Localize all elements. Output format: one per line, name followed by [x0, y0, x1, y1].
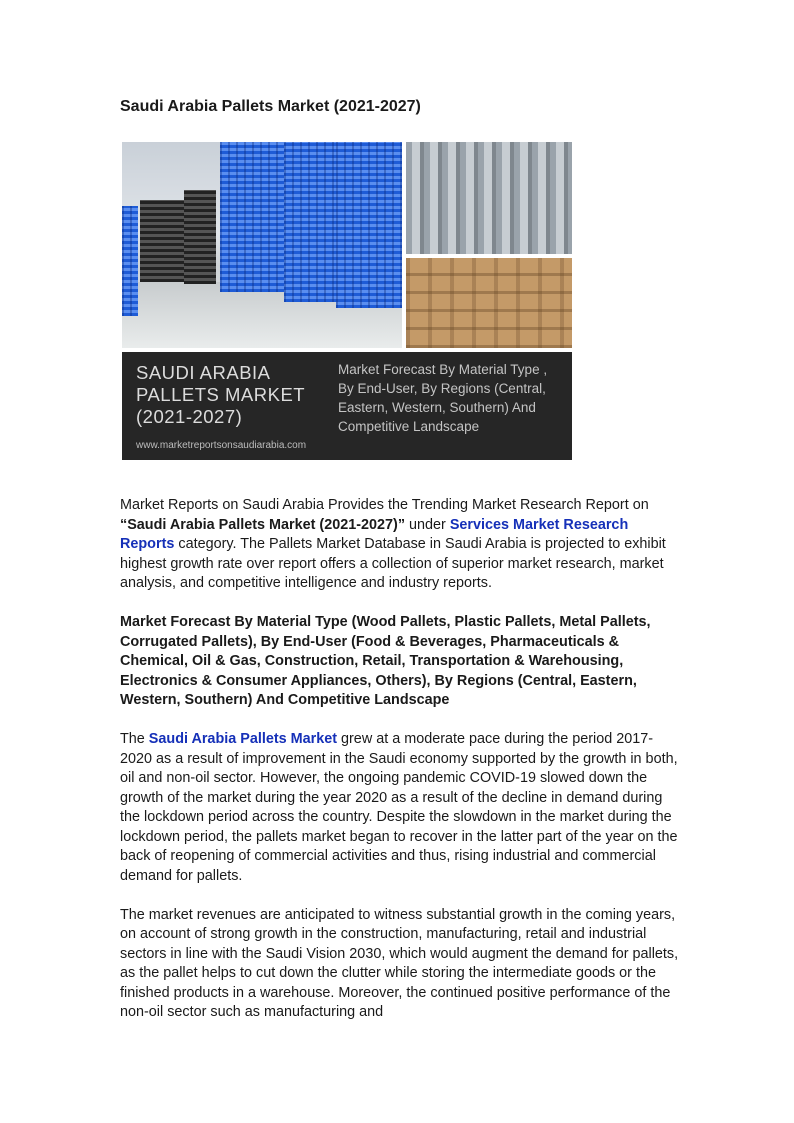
banner-heading-line: (2021-2027): [136, 406, 243, 427]
metal-pallets-photo: [406, 142, 572, 254]
warehouse-pallets-photo: [122, 142, 402, 348]
report-banner-image: [122, 142, 572, 460]
blue-pallet-stack: [122, 206, 138, 316]
corrugated-pallets-photo: [406, 258, 572, 348]
forecast-heading: Market Forecast By Material Type (Wood Pallets, Plastic Pallets, Metal Pallets, Corrugated Pallets), By End-User (Food & Beverages, Pharmaceuticals & Chemical, Oil & Gas, Construction, Retail, Transportation & Warehousing, Electronics & Consumer Appliances, Others), By Regions (Central, Eastern, Western, Southern) And Competitive Landscape: [120, 614, 651, 708]
market-growth-paragraph: The Saudi Arabia Pallets Market grew at a moderate pace during the period 2017-2020 as a result of improvement in the Saudi economy supported by the growth in both, oil and non-oil sector. However, the ongoing pandemic COVID-19 slowed down the growth of the market during the year 2020 as a result of the decline in demand during the lockdown period across the country. Despite the slowdown in the market during the lockdown period, the pallets market began to recover in the latter part of the year on the back of reopening of commercial activities and thus, rising industrial and commercial demand for pallets.: [120, 731, 678, 884]
intro-paragraph: Market Reports on Saudi Arabia Provides the Trending Market Research Report on “Saudi Arabia Pallets Market (2021-2027)” under Services Market Research Reports category. The Pallets Market Database in Saudi Arabia is projected to exhibit highest growth rate over report offers a collection of superior market research, market analysis, and competitive intelligence and industry reports.: [120, 497, 666, 591]
blue-pallet-stack: [284, 142, 336, 302]
dark-pallet-stack: [140, 200, 186, 282]
banner-heading-line: PALLETS MARKET: [136, 384, 306, 405]
banner-website: www.marketreportsonsaudiarabia.com: [136, 440, 307, 451]
page-title: Saudi Arabia Pallets Market (2021-2027): [120, 98, 421, 115]
market-link[interactable]: Saudi Arabia Pallets Market: [148, 731, 338, 747]
article-body: [120, 496, 680, 1042]
banner-caption-panel: [122, 352, 572, 460]
market-outlook-paragraph: The market revenues are anticipated to witness substantial growth in the coming years, on account of strong growth in the construction, manufacturing, retail and industrial sectors in line with the Saudi Vision 2030, which would augment the demand for pallets, as the pallet helps to cut down the clutter while storing the intermediate goods or the finished products in a warehouse. Moreover, the continued positive performance of the non-oil sector such as manufacturing and: [120, 906, 679, 1020]
blue-pallet-stack: [336, 142, 402, 308]
banner-subtitle: Market Forecast By Material Type , By End-User, By Regions (Central, Eastern, Western, Southern) And Competitive Landscape: [338, 362, 548, 434]
report-title-quote: “Saudi Arabia Pallets Market (2021-2027)”: [120, 516, 406, 533]
dark-pallet-stack: [184, 190, 216, 284]
blue-pallet-stack: [220, 142, 284, 292]
banner-heading: [136, 362, 326, 428]
banner-heading-line: SAUDI ARABIA: [136, 362, 271, 383]
category-link[interactable]: Services Market Research Reports: [120, 516, 629, 552]
